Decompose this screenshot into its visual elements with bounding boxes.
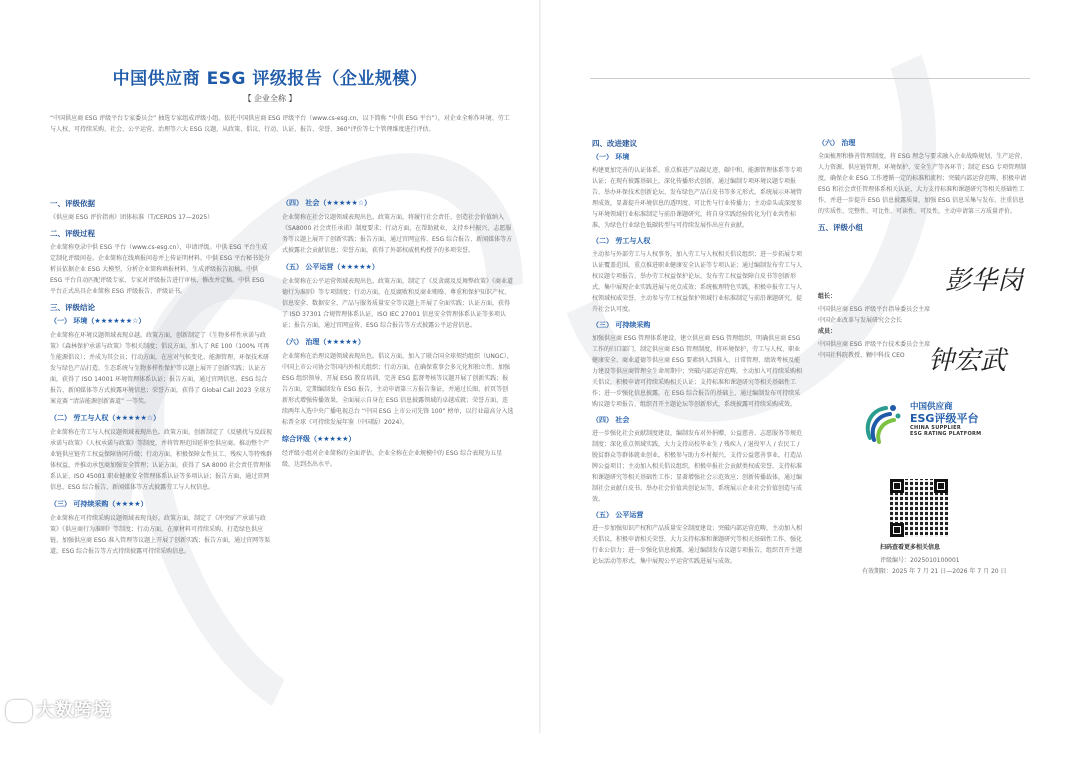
r-labor-title: （二） 劳工与人权	[592, 237, 651, 245]
logo-en-2: ESG RATING PLATFORM	[910, 431, 982, 437]
env-text: 企业简称在环境议题领域表现卓越。政策方面，创新制定了《生物多样性承诺与政策》《森林保护承诺与政策》等相关制度；倡议方面，加入了 RE 100（100% 可再生能源倡议）；并成为其会员；行动方面，在应对气候变化、能源管理、环保技术研发与绿色产品打造、生态系统与生物多样性保护等议题上展开了创新实践；认证方面，获得了 ISO 14001 环境管理体系认证；报告方面，通过官网信息、ESG 综合报告、新闻媒体等方式披露环境信息；荣誉方面，获得了 Global Call 2023 全球方案竞赛 “清洁能源创新赛道” 一等奖。	[50, 332, 272, 405]
watermark-text: 大数跨境	[36, 700, 112, 721]
r-social-title: （四） 社会	[592, 416, 630, 424]
esg-platform-logo-text	[910, 400, 981, 437]
leader-line-1: 中国供应商 ESG 评级平台指导委员会主席	[818, 306, 931, 313]
r-procurement-text: 加强供应商 ESG 管理体系建设，建立供应商 ESG 管理组织，明确供应商 ESG 工作的归口部门，制定供应商 ESG 管理制度，将环境保护、劳工与人权、职业健康安全、商业道德等供应商 ESG 要素纳入到准入、日常管理、绩效考核及能力建设等供应商管理全生命周期中；突破内部运营范畴，主动加入可持续采购相关倡议，积极申请可持续采购相关认证；支持标准和课题研究等相关基础性工作；进一步强化信息披露，在 ESG 综合报告的基础上，通过编制发布可持续采购议题专项报告、组织召开主题论坛等创新形式，系统披露可持续采购成效。	[592, 335, 803, 408]
rating-number: 评级编号：2025010100001	[880, 557, 960, 564]
leader-signature: 彭华岗	[945, 266, 1024, 296]
report-title: 中国供应商 ESG 评级报告（企业规模）	[112, 69, 428, 89]
esg-platform-logo-icon	[860, 400, 906, 446]
company-name: 【 企业全称 】	[243, 94, 297, 103]
social-text: 企业简称在社会议题领域表现出色。政策方面，将履行社会责任、创造社会价值纳入《SA8000 社会责任承诺》制度要求；行动方面，在帮助就业、支持乡村振兴、志愿服务等议题上展开了创新实践；报告方面，通过官网宣传、ESG 综合报告、新闻媒体等方式披露社会贡献信息；荣誉方面，获得了外部权威机构授予的多项荣誉。	[282, 214, 513, 254]
member-line-2: 中国社科院教授、颗中科技 CEO	[818, 352, 905, 359]
left-column-1	[50, 198, 272, 557]
section-conclusion-title: 三、评级结论	[50, 303, 95, 312]
page-fold	[539, 0, 541, 733]
r-governance-text: 全面梳理和修善管理制度，将 ESG 理念与要求融入企业战略规划、生产运营、人力资源、供应链管理、环境保护、安全生产等各环节；制定 ESG 专项管理制度，确保企业 ESG 工作遵循一定的标准和流程；突破内部运营范畴，积极申请 ESG 和社会责任管理体系相关认证，大力支持标准和课题研究等相关基础性工作，并进一步提升 ESG 信息披露质量，加强 ESG 信息采集与发布，注重信息的实质性、完整性、可比性、可读性、可及性，主动申请第三方质量评价。	[818, 153, 1027, 215]
r-social-text: 进一步强化社会贡献制度建设，编制发布对外捐赠、公益慈善、志愿服务等规范制度；深化重点领域实践，大力支持高校毕业生 / 残疾人 / 退役军人 / 农民工 / 脱贫群众等群体就业创业，积极参与助力乡村振兴，支持公益慈善事业，打造品牌公益项目；主动加入相关倡议组织，积极申报社会贡献类权威荣誉，支持标准和课题研究等相关基础性工作；显著增强社会示范效应；创新传播载体，通过编制社会贡献白皮书、举办社会价值共创论坛等，系统展示企业社会价值创造与成效。	[592, 430, 803, 503]
member-signature: 钟宏武	[928, 346, 1007, 376]
member-line-1: 中国供应商 ESG 评级平台技术委员会主席	[818, 341, 931, 348]
logo-main: ESG评级平台	[910, 412, 979, 425]
intro-paragraph: “中国供应商 ESG 评级平台专家委员会” 抽选专家组成评级小组。依托中国供应商 ESG 评级平台（www.cs-esg.cn，以下简称 “中供 ESG 平台”），对企业全称作环境、劳工与人权、可持续采购、社会、公平运营、治理等六大 ESG 议题，从政策、倡议、行动、认证、报告、荣誉、360°评价等七个管理维度进行评估。	[50, 115, 510, 133]
r-env-title: （一） 环境	[592, 153, 630, 161]
overall-rating-text: 经评级小组对企业简称的全面评估，企业全称在企业规模中的 ESG 综合表现为五星级，达到杰出水平。	[282, 450, 503, 468]
r-labor-text: 主动参与外部劳工与人权事务，加入劳工与人权相关倡议组织；进一步拓展专项认证覆盖范围，重点推进职业健康安全认证等专项认证；通过编制发布劳工与人权议题专项报告、举办劳工权益保护论坛、发布劳工权益保障白皮书等创新形式，集中展现企业实践进展与亮点成效；系统梳理特色实践，积极申报劳工与人权领域权威荣誉，主动参与劳工权益保护领域行业标准制定与前沿课题研究，提升社会认可度。	[592, 251, 803, 313]
suggestions-title: 四、改进建议	[592, 139, 637, 148]
member-label: 成员：	[818, 328, 837, 335]
env-title: （一） 环境（★★★★★★☆）	[50, 317, 146, 325]
procurement-title: （三） 可持续采购（★★★★）	[50, 500, 148, 508]
logo-cn: 中国供应商	[910, 402, 953, 412]
fair-operation-text: 企业简称在公平运营领域表现出色。政策方面，制定了《反贪腐及反舞弊政策》《商业道德行为准则》等专项制度；行动方面，在反腐败和反商业贿赂、尊重和保护知识产权、信息安全、数据安全、产品与服务质量安全等议题上开展了全面实践；认证方面，获得了 ISO 37301 合规管理体系认证、ISO IEC 27001 信息安全管理体系认证等多项认证；报告方面，通过官网宣传、ESG 综合报告等方式披露公平运营信息。	[282, 278, 514, 329]
governance-text: 企业简称在治理议题领域表现出色。倡议方面，加入了联合国全球契约组织（UNGC），中国上市公司协会等国内外相关组织；行动方面，在确保董事会多元化和独立性、加强 ESG 组织领导、开展 ESG 教育培训、完善 ESG 监督考核等议题开展了创新实践；报告方面，定期编制发布 ESG 报告，主动申请第三方报告鉴证，并通过长图、折页等创新形式增强传播效果，全面展示自身在 ESG 信息披露领域的卓越成就；荣誉方面，连续两年入选中央广播电视总台 “中国 ESG 上市公司先锋 100” 榜单，以行业最高分入选标普全球《可持续发展年鉴（中国版）2024》。	[282, 353, 514, 426]
watermark	[6, 696, 112, 722]
validity-period: 有效期限：2025 年 7 月 21 日—2026 年 7 月 20 日	[862, 568, 1007, 575]
right-column-2	[818, 138, 1030, 233]
r-fair-title: （五） 公平运营	[592, 511, 644, 519]
overall-rating-title: 综合评级（★★★★★）	[282, 435, 356, 443]
procurement-text: 企业简称在可持续采购议题领域表现良好。政策方面，制定了《冲突矿产承诺与政策》《供应商行为准则》等制度；行动方面，在原材料可持续采购、打造绿色供应链、加强供应商 ESG 准入管理等议题上开展了创新实践；报告方面，通过官网等渠道，ESG 综合报告等方式持续披露可持续采购信息。	[50, 515, 271, 555]
social-title: （四） 社会（★★★★★☆）	[282, 199, 372, 207]
r-env-text: 构建更加完善的认证体系，重点推进产品碳足迹、碳中和、能源管理体系等专项认证；在现有披露基础上，深化传播形式创新，通过编制专项环境议题专项报告、举办环保技术创新论坛、发布绿色产品白皮书等多元形式，系统展示环境管理成效，显著提升环境信息的透明度、可比性与行业传播力；主动牵头或深度参与环境领域行业标准制定与前沿课题研究，将自身实践经验转化为行业共性标准，为绿色行业绿色低碳转型与可持续发展作出应有贡献。	[592, 167, 803, 229]
section-basis-text: 《供应商 ESG 评价指南》团体标准（T/CERDS 17—2025）	[50, 214, 214, 221]
labor-text: 企业简称在劳工与人权议题领域表现出色。政策方面，创新制定了《反骚扰与反歧视承诺与政策》《人权承诺与政策》等制度，并将管理范围延伸至供应商。推动整个产业链供应链劳工权益保障协同升级；行动方面，积极保障女性员工、残疾人等特殊群体权益，并推动承包商加强安全管理；认证方面，获得了 SA 8000 社会责任管理体系认证、ISO 45001 职业健康安全管理体系认证等多项认证；报告方面，通过官网信息、ESG 综合报告、新闻媒体等方式披露劳工与人权信息。	[50, 429, 273, 491]
labor-title: （二） 劳工与人权（★★★★★☆）	[50, 414, 161, 422]
leader-line-2: 中国企业改革与发展研究会会长	[818, 317, 903, 324]
qr-code[interactable]	[890, 479, 948, 537]
r-fair-text: 进一步加强知识产权和产品质量安全制度建设；突破内部运营范畴，主动加入相关倡议，积极申请相关荣誉，大力支持标准和课题研究等相关基础性工作，强化行业公信力；进一步强化信息披露，通过编制发布议题专项报告，组织召开主题论坛活动等形式，集中展现公平运营实践进展与成效。	[592, 525, 803, 565]
section-process-title: 二、评级过程	[50, 229, 95, 238]
team-title: 五、评级小组	[818, 223, 863, 232]
top-divider	[590, 78, 1030, 79]
logo-en-1: CHINA SUPPLIER	[910, 425, 962, 431]
fair-operation-title: （五） 公平运营（★★★★★）	[282, 263, 379, 271]
section-basis-title: 一、评级依据	[50, 199, 95, 208]
section-process-text: 企业简称登录中供 ESG 平台（www.cs-esg.cn），申请评级。中供 ESG 平台生成定制化评级问卷。企业简称在线填报问卷并上传证明材料。中供 ESG 平台秘书处分析员依据企业 ESG 大模型，分析企业简称填报材料，生成评级报告初稿。中供 ESG 平台自动匹配评级专家，专家对评级报告进行审核、修改并定稿。中供 ESG 平台正式出具企业简称 ESG 评级报告、评级证书。	[50, 244, 271, 295]
watermark-logo-icon	[6, 700, 32, 722]
qr-caption: 扫码查看更多相关信息	[880, 544, 941, 551]
left-column-2	[282, 198, 514, 470]
r-governance-title: （六） 治理	[818, 139, 856, 147]
r-procurement-title: （三） 可持续采购	[592, 321, 651, 329]
right-column-1	[592, 138, 802, 567]
governance-title: （六） 治理（★★★★★）	[282, 338, 365, 346]
leader-label: 组长：	[818, 293, 837, 300]
